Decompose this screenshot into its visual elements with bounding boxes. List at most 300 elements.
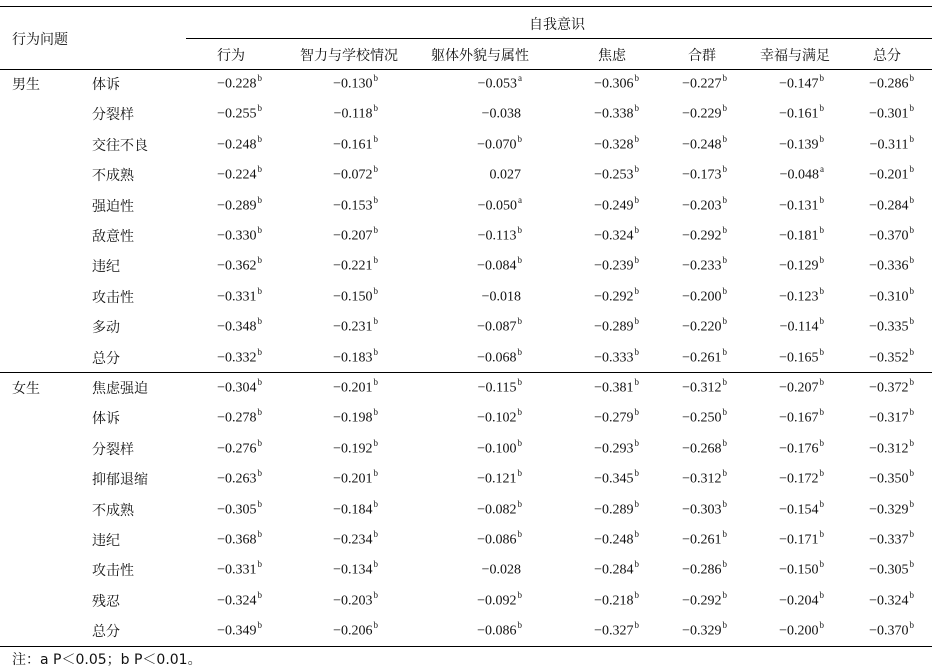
- significance-mark: b: [722, 437, 727, 448]
- significance-mark: b: [373, 316, 378, 327]
- row-label: 残忍: [92, 593, 120, 610]
- significance-mark: b: [257, 468, 262, 479]
- significance-mark: b: [634, 285, 639, 296]
- row-label: 不成熟: [92, 168, 134, 185]
- cell-value: −0.336: [869, 259, 909, 275]
- significance-mark: b: [634, 589, 639, 600]
- significance-mark: b: [819, 73, 824, 83]
- significance-mark: b: [909, 73, 914, 83]
- table-cell: [217, 287, 262, 306]
- cell-value: −0.370: [869, 228, 909, 244]
- cell-value: −0.324: [594, 228, 634, 244]
- table-cell: [682, 560, 727, 579]
- table-cell: [333, 591, 378, 610]
- significance-mark: b: [257, 103, 262, 114]
- significance-mark: a: [518, 194, 522, 205]
- row-label: 攻击性: [92, 289, 134, 306]
- table-cell: [682, 621, 727, 640]
- table-cell: [594, 196, 639, 215]
- table-cell: [217, 256, 262, 275]
- cell-value: −0.082: [477, 502, 517, 518]
- significance-mark: b: [909, 164, 914, 175]
- cell-value: −0.181: [779, 228, 819, 244]
- cell-value: −0.228: [217, 76, 257, 92]
- group-label: 男生: [12, 77, 40, 93]
- cell-value: −0.161: [779, 107, 819, 123]
- significance-mark: b: [634, 194, 639, 205]
- cell-value: −0.349: [217, 623, 257, 639]
- cell-value: −0.268: [682, 441, 722, 457]
- cell-value: −0.352: [869, 350, 909, 366]
- cell-value: −0.231: [333, 319, 373, 335]
- table-cell: [477, 439, 522, 458]
- cell-value: −0.332: [217, 350, 257, 366]
- cell-value: −0.130: [333, 76, 373, 92]
- cell-value: −0.292: [682, 228, 722, 244]
- table-cell: [594, 104, 639, 123]
- table-cell: [682, 469, 727, 488]
- column-header: 行为: [217, 48, 245, 64]
- cell-value: −0.048: [779, 167, 819, 183]
- significance-mark: b: [909, 346, 914, 357]
- cell-value: −0.102: [477, 411, 517, 427]
- cell-value: −0.084: [477, 259, 517, 275]
- cell-value: −0.305: [869, 563, 909, 579]
- table-cell: [779, 621, 824, 640]
- cell-value: −0.115: [477, 380, 517, 396]
- table-cell: [594, 287, 639, 306]
- table-cell: [217, 408, 262, 427]
- significance-mark: b: [517, 589, 522, 600]
- significance-mark: b: [819, 133, 824, 144]
- significance-mark: b: [257, 346, 262, 357]
- cell-value: −0.204: [779, 593, 819, 609]
- table-cell: [477, 500, 522, 519]
- table-cell: [869, 408, 914, 427]
- table-cell: [477, 408, 522, 427]
- significance-mark: b: [722, 133, 727, 144]
- group-header-rule: [186, 38, 932, 39]
- cell-value: −0.312: [682, 380, 722, 396]
- significance-mark: b: [722, 529, 727, 539]
- cell-value: −0.072: [333, 167, 373, 183]
- table-cell: [478, 226, 522, 245]
- significance-mark: b: [634, 346, 639, 357]
- table-cell: [594, 378, 639, 397]
- cell-value: −0.203: [682, 198, 722, 214]
- cell-value: −0.154: [779, 502, 819, 518]
- cell-value: −0.250: [682, 411, 722, 427]
- significance-mark: b: [722, 407, 727, 418]
- significance-mark: b: [257, 73, 262, 83]
- significance-mark: b: [517, 407, 522, 418]
- cell-value: −0.248: [217, 137, 257, 153]
- column-header: 总分: [873, 48, 901, 64]
- cell-value: −0.350: [869, 471, 909, 487]
- significance-mark: b: [909, 620, 914, 631]
- significance-mark: b: [722, 225, 727, 235]
- cell-value: −0.121: [477, 471, 517, 487]
- table-cell: [779, 256, 824, 275]
- table-cell: [477, 530, 522, 549]
- table-cell: [594, 408, 639, 427]
- significance-mark: b: [722, 73, 727, 83]
- significance-mark: b: [257, 164, 262, 175]
- cell-value: −0.337: [869, 532, 909, 548]
- row-label: 违纪: [92, 259, 120, 276]
- table-cell: [333, 378, 378, 397]
- significance-mark: b: [257, 225, 262, 235]
- cell-value: −0.086: [477, 623, 517, 639]
- cell-value: −0.370: [869, 623, 909, 639]
- table-cell: [682, 104, 727, 123]
- cell-value: −0.234: [333, 532, 373, 548]
- significance-mark: b: [819, 194, 824, 205]
- significance-mark: b: [909, 194, 914, 205]
- significance-mark: b: [819, 103, 824, 114]
- cell-value: −0.292: [682, 593, 722, 609]
- table-cell: [482, 287, 522, 306]
- significance-mark: b: [722, 620, 727, 631]
- cell-value: −0.153: [333, 198, 373, 214]
- cell-value: −0.329: [682, 623, 722, 639]
- table-cell: [333, 135, 378, 154]
- table-cell: [682, 317, 727, 336]
- table-cell: [869, 500, 914, 519]
- significance-mark: b: [373, 407, 378, 418]
- column-header: 幸福与满足: [760, 48, 830, 64]
- significance-mark: b: [819, 468, 824, 479]
- cell-value: −0.311: [869, 137, 909, 153]
- row-label: 违纪: [92, 533, 120, 549]
- table-cell: [477, 317, 522, 336]
- significance-mark: b: [517, 529, 522, 539]
- table-cell: [779, 591, 824, 610]
- table-cell: [477, 591, 522, 610]
- row-label: 敌意性: [92, 229, 134, 245]
- table-cell: [682, 165, 727, 184]
- table-cell: [477, 135, 522, 154]
- cell-value: −0.139: [779, 137, 819, 153]
- row-label: 攻击性: [92, 563, 134, 580]
- cell-value: −0.147: [779, 76, 819, 92]
- significance-mark: b: [373, 103, 378, 114]
- table-cell: [333, 165, 378, 184]
- significance-mark: b: [257, 377, 262, 387]
- significance-mark: b: [373, 559, 378, 570]
- cell-value: −0.312: [869, 441, 909, 457]
- table-cell: [477, 348, 522, 367]
- significance-mark: b: [909, 225, 914, 235]
- cell-value: −0.220: [682, 319, 722, 335]
- table-cell: [779, 348, 824, 367]
- table-cell: [217, 348, 262, 367]
- table-cell: [779, 530, 824, 549]
- cell-value: −0.192: [333, 441, 373, 457]
- table-cell: [333, 348, 378, 367]
- cell-value: −0.253: [594, 167, 634, 183]
- cell-value: −0.304: [217, 380, 257, 396]
- cell-value: −0.289: [594, 502, 634, 518]
- significance-mark: b: [909, 103, 914, 114]
- table-cell: [594, 317, 639, 336]
- cell-value: −0.301: [869, 107, 909, 123]
- cell-value: −0.038: [481, 107, 521, 123]
- table-cell: [594, 226, 639, 245]
- table-cell: [477, 469, 522, 488]
- top-rule: [0, 6, 932, 7]
- table-cell: [869, 621, 914, 640]
- cell-value: −0.100: [477, 441, 517, 457]
- table-cell: [682, 226, 727, 245]
- table-cell: [869, 348, 914, 367]
- significance-mark: b: [722, 103, 727, 114]
- table-cell: [869, 317, 914, 336]
- significance-mark: b: [373, 589, 378, 600]
- significance-mark: b: [634, 225, 639, 235]
- table-cell: [779, 287, 824, 306]
- cell-value: −0.305: [217, 502, 257, 518]
- table-cell: [594, 591, 639, 610]
- table-cell: [217, 165, 262, 184]
- cell-value: −0.261: [682, 350, 722, 366]
- cell-value: −0.224: [217, 167, 257, 183]
- cell-value: −0.233: [682, 259, 722, 275]
- cell-value: −0.092: [477, 593, 517, 609]
- significance-mark: b: [819, 559, 824, 570]
- cell-value: −0.329: [869, 502, 909, 518]
- table-cell: [869, 530, 914, 549]
- cell-value: −0.068: [477, 350, 517, 366]
- significance-mark: b: [517, 225, 522, 235]
- table-cell: [594, 621, 639, 640]
- cell-value: −0.284: [594, 563, 634, 579]
- table-cell: [333, 287, 378, 306]
- cell-value: −0.018: [481, 289, 521, 305]
- significance-mark: b: [634, 620, 639, 631]
- significance-mark: b: [634, 437, 639, 448]
- table-cell: [478, 74, 522, 93]
- cell-value: −0.201: [333, 380, 373, 396]
- significance-mark: a: [820, 164, 824, 175]
- significance-mark: b: [634, 133, 639, 144]
- significance-mark: b: [909, 589, 914, 600]
- significance-mark: b: [634, 255, 639, 266]
- significance-mark: b: [517, 468, 522, 479]
- table-cell: [482, 560, 522, 579]
- table-cell: [869, 469, 914, 488]
- significance-mark: b: [257, 133, 262, 144]
- table-cell: [869, 378, 914, 397]
- significance-mark: b: [257, 316, 262, 327]
- significance-mark: b: [373, 498, 378, 509]
- table-cell: [217, 500, 262, 519]
- cell-value: −0.165: [779, 350, 819, 366]
- cell-value: −0.292: [594, 289, 634, 305]
- significance-mark: b: [634, 164, 639, 175]
- significance-mark: b: [257, 559, 262, 570]
- cell-value: −0.131: [779, 198, 819, 214]
- significance-mark: b: [909, 468, 914, 479]
- table-cell: [869, 74, 914, 93]
- significance-mark: b: [634, 529, 639, 539]
- cell-value: −0.113: [477, 228, 517, 244]
- table-cell: [779, 378, 824, 397]
- significance-mark: b: [517, 346, 522, 357]
- table-cell: [682, 530, 727, 549]
- table-cell: [869, 104, 914, 123]
- significance-mark: b: [819, 255, 824, 266]
- table-cell: [333, 196, 378, 215]
- table-cell: [682, 287, 727, 306]
- cell-value: −0.239: [594, 259, 634, 275]
- cell-value: 0.027: [489, 167, 521, 183]
- table-cell: [217, 591, 262, 610]
- cell-value: −0.206: [333, 623, 373, 639]
- table-cell: [869, 256, 914, 275]
- table-cell: [490, 165, 523, 184]
- significance-mark: b: [909, 529, 914, 539]
- significance-mark: b: [722, 194, 727, 205]
- significance-mark: b: [722, 589, 727, 600]
- cell-value: −0.276: [217, 441, 257, 457]
- significance-mark: b: [373, 377, 378, 387]
- significance-mark: b: [373, 620, 378, 631]
- significance-mark: b: [634, 468, 639, 479]
- cell-value: −0.129: [779, 259, 819, 275]
- table-cell: [779, 439, 824, 458]
- cell-value: −0.203: [333, 593, 373, 609]
- cell-value: −0.362: [217, 259, 257, 275]
- significance-mark: b: [373, 285, 378, 296]
- header-bottom-rule: [0, 69, 932, 70]
- significance-mark: b: [819, 437, 824, 448]
- significance-mark: b: [909, 316, 914, 327]
- cell-value: −0.335: [869, 319, 909, 335]
- table-cell: [779, 196, 824, 215]
- cell-value: −0.303: [682, 502, 722, 518]
- row-header: 行为问题: [12, 32, 68, 48]
- cell-value: −0.338: [594, 107, 634, 123]
- cell-value: −0.333: [594, 350, 634, 366]
- table-cell: [869, 591, 914, 610]
- row-label: 多动: [92, 320, 120, 337]
- significance-mark: b: [634, 407, 639, 418]
- column-header: 智力与学校情况: [300, 48, 398, 64]
- significance-mark: b: [634, 103, 639, 114]
- cell-value: −0.248: [682, 137, 722, 153]
- table-cell: [594, 135, 639, 154]
- row-label: 焦虑强迫: [92, 381, 148, 397]
- significance-mark: b: [373, 194, 378, 205]
- cell-value: −0.289: [594, 319, 634, 335]
- table-cell: [217, 317, 262, 336]
- table-cell: [869, 287, 914, 306]
- cell-value: −0.150: [333, 289, 373, 305]
- table-cell: [333, 226, 378, 245]
- significance-mark: b: [634, 498, 639, 509]
- group-label: 女生: [12, 381, 40, 397]
- table-cell: [217, 378, 262, 397]
- cell-value: −0.167: [779, 411, 819, 427]
- table-cell: [869, 226, 914, 245]
- row-label: 总分: [92, 624, 120, 641]
- table-cell: [682, 439, 727, 458]
- cell-value: −0.201: [869, 167, 909, 183]
- row-label: 体诉: [92, 77, 120, 93]
- table-cell: [333, 439, 378, 458]
- significance-mark: b: [257, 437, 262, 448]
- significance-mark: b: [722, 164, 727, 175]
- table-cell: [870, 135, 914, 154]
- table-cell: [869, 560, 914, 579]
- significance-mark: b: [722, 377, 727, 387]
- cell-value: −0.306: [594, 76, 634, 92]
- table-cell: [779, 500, 824, 519]
- cell-value: −0.328: [594, 137, 634, 153]
- table-cell: [217, 196, 262, 215]
- cell-value: −0.028: [481, 563, 521, 579]
- cell-value: −0.327: [594, 623, 634, 639]
- table-cell: [333, 469, 378, 488]
- significance-mark: b: [909, 285, 914, 296]
- significance-mark: b: [257, 194, 262, 205]
- table-cell: [682, 256, 727, 275]
- table-cell: [217, 226, 262, 245]
- table-cell: [779, 560, 824, 579]
- cell-value: −0.221: [333, 259, 373, 275]
- cell-value: −0.249: [594, 198, 634, 214]
- cell-value: −0.324: [217, 593, 257, 609]
- significance-mark: b: [819, 589, 824, 600]
- significance-mark: b: [722, 468, 727, 479]
- table-cell: [779, 74, 824, 93]
- cell-value: −0.289: [217, 198, 257, 214]
- cell-value: −0.324: [869, 593, 909, 609]
- table-cell: [594, 530, 639, 549]
- significance-mark: b: [909, 437, 914, 448]
- table-cell: [594, 469, 639, 488]
- table-cell: [217, 560, 262, 579]
- row-label: 交往不良: [92, 137, 148, 154]
- table-cell: [594, 74, 639, 93]
- significance-mark: b: [819, 407, 824, 418]
- cell-value: −0.086: [477, 532, 517, 548]
- significance-mark: b: [517, 498, 522, 509]
- table-cell: [477, 621, 522, 640]
- table-cell: [682, 378, 727, 397]
- row-label: 不成熟: [92, 502, 134, 519]
- table-cell: [217, 469, 262, 488]
- significance-mark: b: [257, 285, 262, 296]
- table-cell: [594, 500, 639, 519]
- table-cell: [594, 165, 639, 184]
- cell-value: −0.279: [594, 411, 634, 427]
- significance-mark: b: [722, 285, 727, 296]
- table-cell: [217, 439, 262, 458]
- cell-value: −0.310: [869, 289, 909, 305]
- cell-value: −0.087: [477, 319, 517, 335]
- significance-mark: b: [634, 377, 639, 387]
- table-cell: [779, 469, 824, 488]
- significance-mark: b: [634, 316, 639, 327]
- section-divider-rule: [0, 372, 932, 373]
- cell-value: −0.053: [477, 76, 517, 92]
- significance-mark: b: [819, 225, 824, 235]
- row-label: 分裂样: [92, 441, 134, 458]
- cell-value: −0.201: [333, 471, 373, 487]
- cell-value: −0.248: [594, 532, 634, 548]
